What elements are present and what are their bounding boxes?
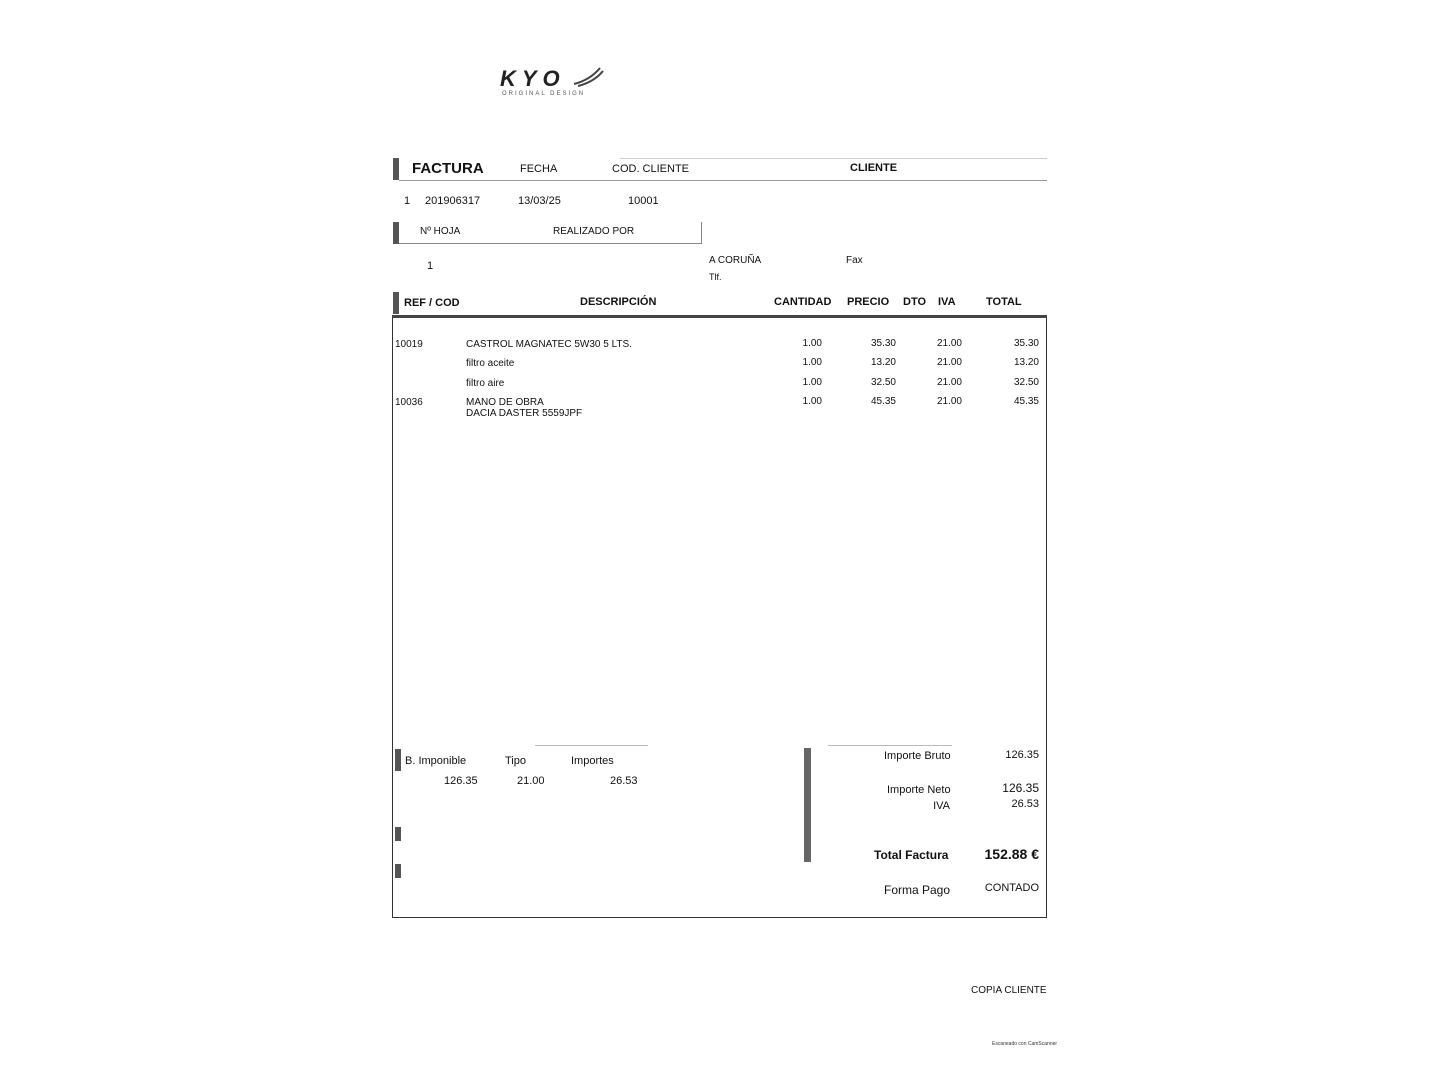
row-desc: filtro aire — [466, 378, 505, 389]
row-iva: 21.00 — [936, 338, 962, 349]
fax-label: Fax — [846, 255, 863, 266]
row-desc-line2: DACIA DASTER 5559JPF — [466, 408, 583, 419]
row-precio: 13.20 — [870, 357, 896, 368]
row-iva: 21.00 — [936, 357, 962, 368]
dto-header: DTO — [903, 296, 927, 308]
tipo-value: 21.00 — [517, 775, 545, 787]
neto-value: 126.35 — [1002, 781, 1039, 795]
tax-top-rule — [535, 745, 648, 746]
row-precio: 45.35 — [870, 396, 896, 407]
row-precio: 32.50 — [870, 377, 896, 388]
row-precio: 35.30 — [870, 338, 896, 349]
tipo-label: Tipo — [505, 755, 526, 767]
n-hoja-label: Nº HOJA — [420, 226, 461, 237]
base-label: B. Imponible — [405, 755, 467, 767]
row-cantidad: 1.00 — [802, 377, 822, 388]
logo-swoosh-icon — [572, 66, 604, 88]
row-index: 1 — [404, 195, 411, 207]
total-value: 152.88 € — [984, 846, 1039, 862]
desc-header: DESCRIPCIÓN — [580, 296, 657, 308]
total-label: Total Factura — [874, 848, 949, 862]
hoja-right-rule — [701, 222, 702, 244]
cantidad-header: CANTIDAD — [774, 296, 832, 308]
row-ref: 10036 — [395, 397, 423, 408]
logo-tagline: ORIGINAL DESIGN — [502, 91, 586, 97]
row-cantidad: 1.00 — [802, 396, 822, 407]
ref-header: REF / COD — [404, 297, 460, 309]
neto-label: Importe Neto — [887, 784, 951, 796]
iva-value: 26.53 — [1011, 798, 1039, 810]
tax-bar-marker — [395, 749, 401, 771]
fecha-value: 13/03/25 — [518, 195, 561, 207]
precio-header: PRECIO — [847, 296, 890, 308]
table-header-marker — [393, 292, 399, 314]
logo-brand: KYO — [500, 66, 566, 91]
row-desc: filtro aceite — [466, 358, 515, 369]
header-bar-marker — [393, 158, 399, 180]
row-total: 35.30 — [1013, 338, 1039, 349]
row-cantidad: 1.00 — [802, 357, 822, 368]
hoja-divider — [399, 243, 702, 244]
row-iva: 21.00 — [936, 396, 962, 407]
factura-label: FACTURA — [412, 160, 484, 177]
realizado-label: REALIZADO POR — [553, 226, 635, 237]
row-desc: CASTROL MAGNATEC 5W30 5 LTS. — [466, 339, 632, 350]
row-desc: MANO DE OBRA — [466, 397, 544, 408]
forma-value: CONTADO — [984, 882, 1039, 894]
base-value: 126.35 — [444, 775, 478, 787]
header-top-rule — [620, 158, 1047, 159]
row-ref: 10019 — [395, 339, 423, 350]
iva-header: IVA — [938, 296, 956, 308]
forma-label: Forma Pago — [884, 883, 951, 897]
bruto-value: 126.35 — [1005, 749, 1039, 761]
n-hoja-value: 1 — [427, 260, 434, 272]
table-top-border — [392, 315, 1047, 318]
scanner-watermark: Escaneado con CamScanner — [992, 1041, 1058, 1047]
factura-number: 201906317 — [425, 195, 481, 207]
hoja-bar-marker — [393, 222, 399, 244]
totals-bar-marker — [804, 748, 811, 862]
importes-label: Importes — [571, 755, 614, 767]
row-total: 32.50 — [1013, 377, 1039, 388]
tax-bar-marker-2 — [395, 827, 401, 841]
row-iva: 21.00 — [936, 377, 962, 388]
tel-label: Tlf. — [709, 272, 722, 282]
row-total: 13.20 — [1013, 357, 1039, 368]
cod-cliente-label: COD. CLIENTE — [612, 163, 690, 175]
total-header: TOTAL — [986, 296, 1022, 308]
iva-label: IVA — [933, 800, 950, 812]
copia-cliente: COPIA CLIENTE — [971, 985, 1047, 996]
row-cantidad: 1.00 — [802, 338, 822, 349]
row-total: 45.35 — [1013, 396, 1039, 407]
tax-bar-marker-3 — [395, 864, 401, 878]
bruto-label: Importe Bruto — [884, 750, 951, 762]
city: A CORUÑA — [709, 255, 762, 266]
importe-value: 26.53 — [610, 775, 638, 787]
header-divider — [399, 180, 1047, 181]
cod-cliente-value: 10001 — [628, 195, 659, 207]
cliente-label: CLIENTE — [850, 162, 898, 174]
fecha-label: FECHA — [520, 163, 558, 175]
totals-top-rule — [828, 745, 952, 746]
